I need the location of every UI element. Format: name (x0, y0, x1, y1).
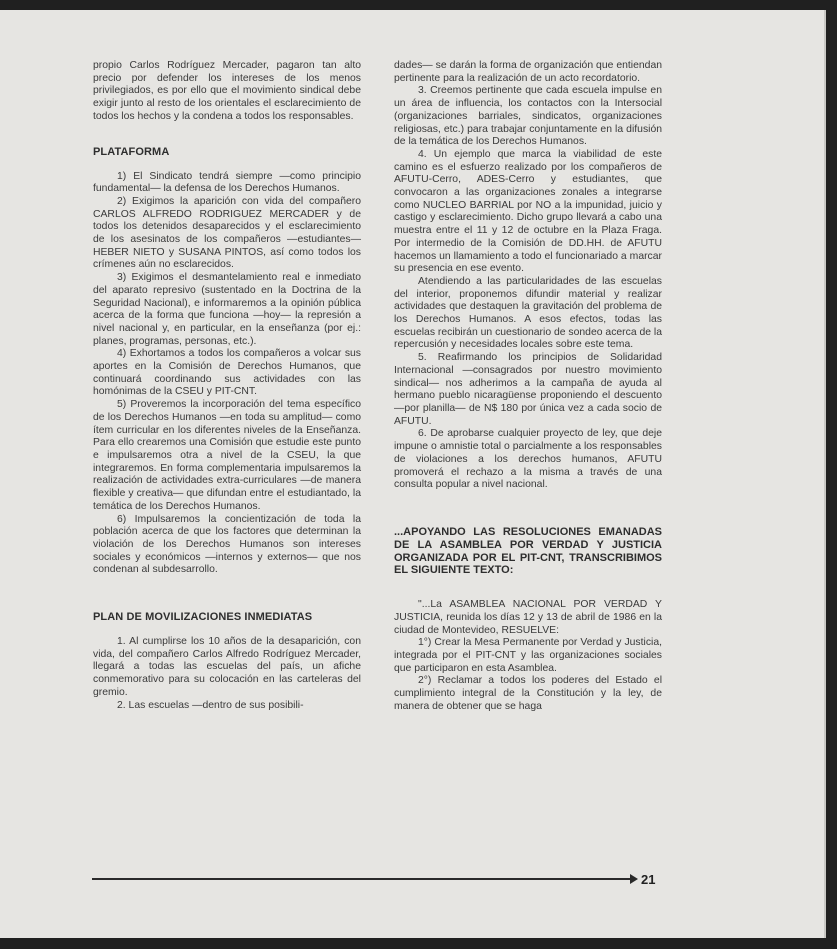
heading-resoluciones: ...APOYANDO LAS RESOLUCIONES EMANADAS DE LA ASAMBLEA POR VERDAD Y JUSTICIA ORGANIZADA POR EL PIT-CNT, TRANSCRIBIMOS EL SIGUIENTE TEXTO: (394, 525, 662, 577)
intro-paragraph: propio Carlos Rodríguez Mercader, pagaron tan alto precio por defender los intereses de los menos privilegiados, es por ello que el movimiento sindical debe exigir junto al resto de los orientales el esclarecimiento de todos los hechos y la condena a todos los responsables. (93, 60, 361, 122)
platform-item-4: 4) Exhortamos a todos los compañeros a volcar sus aportes en la Comisión de Derechos Humanos, que continuará coordinando sus actividades con las homónimas de la CSEU y PIT-CNT. (93, 348, 361, 398)
plan-item-6: 6. De aprobarse cualquier proyecto de ley, que deje impune o amnistie total o parcialmente a los responsables de violaciones a los derechos humanos, AFUTU promoverá el rechazo a la misma a través de una consulta popular a nivel nacional. (394, 428, 662, 491)
plan-item-1: 1. Al cumplirse los 10 años de la desaparición, con vida, del compañero Carlos Alfredo Rodríguez Mercader, llegará a todas las escuelas del país, un afiche conmemorativo para su colocación en las carteleras del gremio. (93, 636, 361, 698)
plan-item-2-continued: dades— se darán la forma de organización que entiendan pertinente para la realización de un acto recordatorio. (394, 60, 662, 84)
interior-paragraph: Atendiendo a las particularidades de las escuelas del interior, proponemos difundir material y realizar actividades que destaquen la gravitación del problema de los Derechos Humanos. A esos efectos, todas las escuelas recibirán un cuestionario de sondeo acerca de la repercusión y necesidades locales sobre este tema. (394, 275, 663, 351)
platform-item-2: 2) Exigimos la aparición con vida del compañero CARLOS ALFREDO RODRIGUEZ MERCADER y de todos los detenidos desaparecidos y el esclarecimiento de los asesinatos de los compañeros —estudiantes— HEBER NIETO y SUSANA PINTOS, así como todos los crímenes aún no esclarecidos. (93, 195, 361, 271)
plan-item-4: 4. Un ejemplo que marca la viabilidad de este camino es el esfuerzo realizado por los compañeros de AFUTU-Cerro, ADES-Cerro y estudiantes, que convocaron a las organizaciones zonales a integrarse como NUCLEO BARRIAL por NO a la impunidad, juicio y castigo y esclarecimiento. Dicho grupo llevará a cabo una muestra entre el 11 y 12 de octubre en la Plaza Fraga. Por intermedio de la Comisión de DD.HH. de AFUTU hacemos un llamamiento a todo el funcionariado a marcar su presencia en ese evento. (394, 148, 662, 275)
footer-rule (92, 878, 632, 880)
platform-item-1: 1) El Sindicato tendrá siempre —como principio fundamental— la defensa de los Derechos Humanos. (93, 170, 361, 195)
resolution-item-2: 2°) Reclamar a todos los poderes del Estado el cumplimiento integral de la Constitución y la ley, de manera de obtener que se haga (394, 675, 662, 712)
page-number: 21 (641, 872, 656, 887)
document-page (0, 10, 826, 938)
left-column (93, 60, 361, 712)
plan-item-3: 3. Creemos pertinente que cada escuela impulse en un área de influencia, los contactos con la Intersocial (organizaciones barriales, sindicatos, organizaciones religiosas, etc.) para trabajar conjuntamente en la difusión de la temática de los Derechos Humanos. (394, 85, 662, 148)
footer-arrow-icon (630, 874, 638, 884)
right-column (394, 60, 662, 713)
heading-plataforma: PLATAFORMA (93, 145, 170, 158)
plan-item-2: 2. Las escuelas —dentro de sus posibili- (117, 699, 304, 711)
platform-item-6: 6) Impulsaremos la concientización de toda la población acerca de que los factores que determinan la violación de los Derechos Humanos son intereses sociales y económicos —internos y externos— que nos condenan al subdesarrollo. (93, 513, 361, 576)
plan-item-5: 5. Reafirmando los principios de Solidaridad Internacional —consagrados por nuestro movimiento sindical— nos adherimos a la campaña de ayuda al hermano pueblo nicaragüense proponiendo el descuento —por planilla— de N$ 180 por única vez a cada socio de AFUTU. (394, 352, 662, 427)
heading-plan-movilizaciones: PLAN DE MOVILIZACIONES INMEDIATAS (93, 611, 313, 624)
platform-item-5: 5) Proveremos la incorporación del tema específico de los Derechos Humanos —en toda su amplitud— como ítem curricular en los diferentes niveles de la Enseñanza. Para ello crearemos una Comisión que estudie este punto e impulsaremos otra a nivel de la CSEU, la que integraremos. En forma complementaria impulsaremos la realización de actividades extra-curriculares —de manera flexible y creativa— que difundan entre el estudiantado, la temática de los Derechos Humanos. (93, 399, 361, 512)
assembly-quote: "...La ASAMBLEA NACIONAL POR VERDAD Y JUSTICIA, reunida los días 12 y 13 de abril de 1986 en la ciudad de Montevideo, RESUELVE: (394, 599, 662, 636)
platform-item-3: 3) Exigimos el desmantelamiento real e inmediato del aparato represivo (sustentado en la Doctrina de la Seguridad Nacional), e informaremos a la opinión pública acerca de la forma que funciona —hoy— la represión a nivel nacional y, en particular, en la enseñanza (por ej.: planes, programas, personas, etc.). (93, 272, 361, 347)
resolution-item-1: 1°) Crear la Mesa Permanente por Verdad y Justicia, integrada por el PIT-CNT y las organizaciones sociales que participaron en esta Asamblea. (394, 637, 662, 674)
